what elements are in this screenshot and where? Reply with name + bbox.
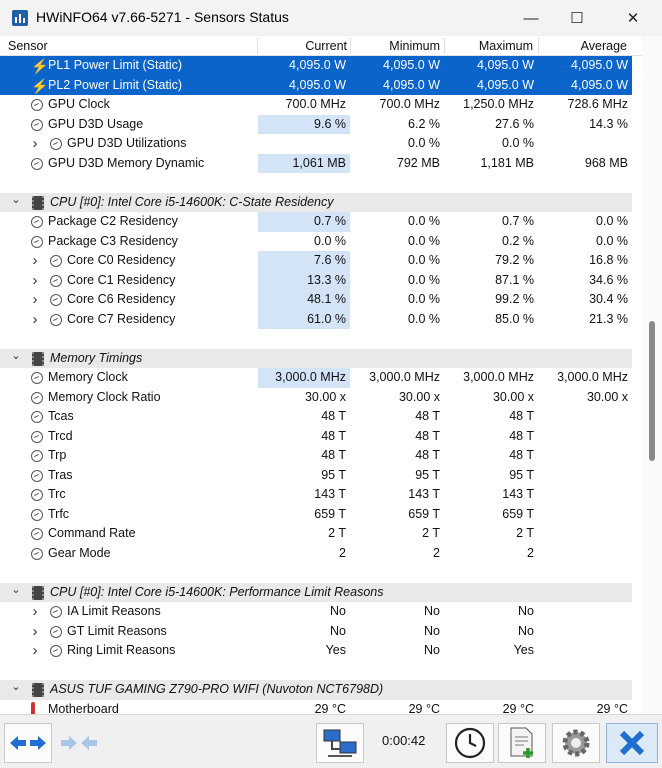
average-value <box>538 446 632 466</box>
close-x-icon <box>617 728 647 758</box>
expand-chevron-icon[interactable]: › <box>32 310 38 328</box>
sensor-row[interactable] <box>0 427 632 447</box>
minimum-value: 0.0 % <box>408 136 440 150</box>
gauge-icon <box>31 450 43 462</box>
sensor-group-row[interactable] <box>0 193 632 213</box>
minimum-value: No <box>424 623 440 638</box>
average-value: 4,095.0 W <box>571 58 628 72</box>
minimum-value: 0.0 % <box>408 311 440 326</box>
average-value: 29 °C <box>596 701 628 714</box>
sensor-row[interactable] <box>0 212 632 232</box>
table-header <box>0 36 642 56</box>
current-value: 4,095.0 W <box>289 58 346 72</box>
current-value: 2 <box>339 545 346 560</box>
current-value: 9.6 % <box>258 115 350 135</box>
current-value: No <box>330 623 346 638</box>
maximum-value: 27.6 % <box>495 116 534 131</box>
maximum-value: 30.00 x <box>492 389 534 404</box>
sensor-row[interactable] <box>0 154 632 174</box>
average-value: 0.0 % <box>596 233 628 248</box>
spacer-row <box>0 329 632 349</box>
sensor-row[interactable] <box>0 388 632 408</box>
average-value <box>538 466 632 486</box>
minimum-value: 700.0 MHz <box>379 97 440 111</box>
maximum-value: 1,181 MB <box>480 155 534 170</box>
gauge-icon <box>31 489 43 501</box>
minimum-value: 659 T <box>408 506 440 521</box>
sensor-group-label: CPU [#0]: Intel Core i5-14600K: Performance Limit Reasons <box>50 584 384 599</box>
sensor-group-row[interactable] <box>0 583 632 603</box>
sensor-label: Core C1 Residency <box>67 272 176 287</box>
minimum-value: 143 T <box>408 487 440 501</box>
sensor-group-row[interactable] <box>0 349 632 369</box>
column-header-minimum[interactable]: Minimum <box>389 39 440 53</box>
current-value: 48 T <box>321 428 346 443</box>
current-value: 0.7 % <box>258 212 350 232</box>
current-value: 29 °C <box>314 701 346 714</box>
sensor-label: Trc <box>48 487 66 501</box>
sensor-row[interactable] <box>0 95 632 115</box>
column-header-average[interactable]: Average <box>580 39 627 53</box>
sensor-label: Gear Mode <box>48 545 111 560</box>
sensor-label: GPU D3D Usage <box>48 116 144 131</box>
sensor-row[interactable] <box>0 641 632 661</box>
average-value: 728.6 MHz <box>567 97 628 111</box>
maximum-value: 4,095.0 W <box>477 58 534 72</box>
expand-chevron-icon[interactable]: › <box>32 271 38 289</box>
sensor-row[interactable] <box>0 485 632 505</box>
minimum-value: 48 T <box>415 428 440 443</box>
average-value: 968 MB <box>584 155 628 170</box>
minimum-value: 792 MB <box>396 155 440 170</box>
gauge-icon <box>31 119 43 131</box>
sensor-row[interactable] <box>0 700 632 715</box>
current-value: 659 T <box>314 506 346 521</box>
spacer-row <box>0 173 632 193</box>
maximum-value: 29 °C <box>502 701 534 714</box>
average-value <box>538 641 632 661</box>
sensor-row[interactable] <box>0 134 632 154</box>
close-sensors-button[interactable] <box>606 723 658 763</box>
current-value: 48.1 % <box>258 290 350 310</box>
sensor-label: IA Limit Reasons <box>67 604 161 618</box>
minimum-value: No <box>424 643 440 657</box>
minimum-value: 2 T <box>422 526 440 540</box>
current-value: 3,000.0 MHz <box>258 368 350 388</box>
sensor-row[interactable] <box>0 466 632 486</box>
power-bolt-icon: ⚡ <box>31 58 49 74</box>
sensor-label: Tcas <box>48 409 74 423</box>
maximum-value: 0.7 % <box>502 214 534 228</box>
gauge-icon <box>31 99 43 111</box>
expand-chevron-icon[interactable]: › <box>32 603 38 620</box>
minimum-value: 4,095.0 W <box>383 77 440 92</box>
current-value: 2 T <box>328 526 346 540</box>
sensor-label: PL1 Power Limit (Static) <box>48 58 183 72</box>
maximum-value: 79.2 % <box>495 253 534 267</box>
average-value: 14.3 % <box>589 116 628 131</box>
sensor-label: Command Rate <box>48 526 136 540</box>
sensor-row[interactable] <box>0 368 632 388</box>
current-value: 13.3 % <box>258 271 350 291</box>
sensor-label: Trp <box>48 448 67 462</box>
sensor-row[interactable] <box>0 524 632 544</box>
expand-chevron-icon[interactable]: › <box>32 291 38 308</box>
arrows-inward-icon <box>59 733 99 753</box>
minimum-value: 30.00 x <box>398 389 440 404</box>
sensor-group-row[interactable] <box>0 680 632 700</box>
sensor-row[interactable] <box>0 602 632 622</box>
clock-icon <box>453 726 487 760</box>
average-value <box>538 134 632 154</box>
sensor-row[interactable] <box>0 505 632 525</box>
current-value: 61.0 % <box>258 310 350 330</box>
maximum-value: 0.2 % <box>502 233 534 248</box>
elapsed-timer: 0:00:42 <box>382 733 426 748</box>
average-value <box>538 427 632 447</box>
average-value <box>538 485 632 505</box>
current-value: 48 T <box>321 409 346 423</box>
maximum-value: 3,000.0 MHz <box>463 370 534 384</box>
sensor-row[interactable] <box>0 251 632 271</box>
current-value: 143 T <box>314 487 346 501</box>
sensor-label: Memory Clock Ratio <box>48 389 161 404</box>
sensor-label: Trcd <box>48 428 73 443</box>
maximum-value: No <box>518 604 534 618</box>
sensor-group-label: Memory Timings <box>50 350 143 365</box>
gauge-icon <box>31 509 43 521</box>
gauge-icon <box>50 138 62 150</box>
minimum-value: 95 T <box>415 467 440 482</box>
average-value: 4,095.0 W <box>571 77 628 92</box>
sensor-label: Motherboard <box>48 701 119 714</box>
collapse-all-button[interactable] <box>55 723 103 763</box>
current-value: 700.0 MHz <box>285 97 346 111</box>
gauge-icon <box>31 392 43 404</box>
logging-button[interactable] <box>498 723 546 763</box>
sensor-table[interactable] <box>0 36 642 714</box>
reset-timer-button[interactable] <box>446 723 494 763</box>
maximize-button[interactable]: ☐ <box>570 10 584 27</box>
gauge-icon <box>50 294 62 306</box>
current-value: 4,095.0 W <box>289 77 346 92</box>
average-value: 21.3 % <box>589 311 628 326</box>
sensor-row[interactable] <box>0 446 632 466</box>
sensor-label: PL2 Power Limit (Static) <box>48 77 183 92</box>
sensor-label: Package C3 Residency <box>48 233 178 248</box>
column-header-maximum[interactable]: Maximum <box>478 39 533 53</box>
minimum-value: 0.0 % <box>408 214 440 228</box>
spacer-row <box>0 563 632 583</box>
collapse-chevron-icon[interactable]: ⌄ <box>11 583 21 596</box>
average-value <box>538 602 632 622</box>
scrollbar-thumb[interactable] <box>649 321 655 461</box>
sensor-row[interactable] <box>0 622 632 642</box>
sensor-row[interactable] <box>0 290 632 310</box>
maximum-value: 85.0 % <box>495 311 534 326</box>
current-value: Yes <box>325 643 346 657</box>
hwinfo-app-icon <box>12 10 28 26</box>
sensor-label: Core C6 Residency <box>67 292 176 306</box>
minimum-value: 0.0 % <box>408 233 440 248</box>
network-computers-icon <box>322 727 358 759</box>
chip-icon <box>32 196 44 210</box>
sensor-row[interactable] <box>0 232 632 252</box>
average-value <box>538 407 632 427</box>
sensor-group-label: ASUS TUF GAMING Z790-PRO WIFI (Nuvoton NCT6798D) <box>50 682 384 696</box>
current-value: 30.00 x <box>304 389 346 404</box>
current-value: No <box>330 604 346 618</box>
current-value: 0.0 % <box>314 233 346 248</box>
minimum-value: 0.0 % <box>408 292 440 306</box>
sensor-label: Memory Clock <box>48 370 128 384</box>
gauge-icon <box>31 236 43 248</box>
minimum-value: 48 T <box>415 409 440 423</box>
expand-all-button[interactable] <box>4 723 52 763</box>
average-value: 30.4 % <box>589 292 628 306</box>
sensor-label: Tras <box>48 467 73 482</box>
gauge-icon <box>31 548 43 560</box>
current-value: 95 T <box>321 467 346 482</box>
spacer-row <box>0 661 632 681</box>
chip-icon <box>32 683 44 697</box>
collapse-chevron-icon[interactable]: ⌄ <box>11 193 21 206</box>
sensor-row[interactable] <box>0 76 632 96</box>
close-button[interactable]: ✕ <box>626 10 640 27</box>
thermometer-icon <box>31 702 35 715</box>
sensor-label: Core C7 Residency <box>67 311 176 326</box>
gauge-icon <box>50 645 62 657</box>
arrows-outward-icon <box>8 733 48 753</box>
gauge-icon <box>31 411 43 423</box>
maximum-value: 48 T <box>509 409 534 423</box>
bottom-toolbar <box>0 714 662 768</box>
maximum-value: 659 T <box>502 506 534 521</box>
maximum-value: 95 T <box>509 467 534 482</box>
maximum-value: 4,095.0 W <box>477 77 534 92</box>
gauge-icon <box>31 216 43 228</box>
sensor-row[interactable] <box>0 544 632 564</box>
gauge-icon <box>31 528 43 540</box>
gauge-icon <box>50 255 62 267</box>
maximum-value: 1,250.0 MHz <box>463 97 534 111</box>
current-value: 7.6 % <box>258 251 350 271</box>
settings-button[interactable] <box>552 723 600 763</box>
sensor-group-label: CPU [#0]: Intel Core i5-14600K: C-State Residency <box>50 194 334 209</box>
power-bolt-icon: ⚡ <box>31 77 49 94</box>
maximum-value: 48 T <box>509 448 534 462</box>
collapse-chevron-icon[interactable]: ⌄ <box>11 681 21 693</box>
minimum-value: 0.0 % <box>408 253 440 267</box>
maximum-value: 143 T <box>502 487 534 501</box>
average-value: 16.8 % <box>589 253 628 267</box>
network-button[interactable] <box>316 723 364 763</box>
expand-chevron-icon[interactable]: › <box>32 252 38 269</box>
expand-chevron-icon[interactable]: › <box>32 642 38 659</box>
maximum-value: 2 T <box>516 526 534 540</box>
minimum-value: 4,095.0 W <box>383 58 440 72</box>
sensor-row[interactable] <box>0 56 632 76</box>
sensor-label: GT Limit Reasons <box>67 623 167 638</box>
maximum-value: Yes <box>513 643 534 657</box>
average-value: 3,000.0 MHz <box>557 370 628 384</box>
sensor-row[interactable] <box>0 407 632 427</box>
sensor-label: Trfc <box>48 506 70 521</box>
average-value: 0.0 % <box>596 214 628 228</box>
gauge-icon <box>50 275 62 287</box>
average-value <box>538 622 632 642</box>
maximum-value: 87.1 % <box>495 272 534 287</box>
gauge-icon <box>31 372 43 384</box>
chip-icon <box>32 586 44 600</box>
sensor-label: GPU Clock <box>48 97 110 111</box>
collapse-chevron-icon[interactable]: ⌄ <box>11 349 21 362</box>
sensor-label: Core C0 Residency <box>67 253 176 267</box>
current-value: 48 T <box>321 448 346 462</box>
gauge-icon <box>50 314 62 326</box>
gauge-icon <box>31 470 43 482</box>
column-header-sensor[interactable]: Sensor <box>8 39 48 53</box>
gauge-icon <box>50 626 62 638</box>
maximum-value: 99.2 % <box>495 292 534 306</box>
minimum-value: 3,000.0 MHz <box>369 370 440 384</box>
sensor-row[interactable] <box>0 271 632 291</box>
expand-chevron-icon[interactable]: › <box>32 622 38 640</box>
column-header-current[interactable]: Current <box>305 39 347 53</box>
chip-icon <box>32 352 44 366</box>
minimum-value: 29 °C <box>408 701 440 714</box>
maximum-value: 48 T <box>509 428 534 443</box>
average-value <box>538 505 632 525</box>
window-title: HWiNFO64 v7.66-5271 - Sensors Status <box>36 9 289 25</box>
sensor-row[interactable] <box>0 115 632 135</box>
maximum-value: 2 <box>527 545 534 560</box>
maximum-value: No <box>518 623 534 638</box>
minimum-value: 6.2 % <box>408 116 440 131</box>
minimum-value: 0.0 % <box>408 272 440 287</box>
current-value: 1,061 MB <box>258 154 350 174</box>
sensor-label: Ring Limit Reasons <box>67 643 176 657</box>
vertical-scrollbar[interactable] <box>642 36 662 714</box>
average-value <box>538 544 632 564</box>
minimum-value: 48 T <box>415 448 440 462</box>
average-value: 30.00 x <box>586 389 628 404</box>
average-value: 34.6 % <box>589 272 628 287</box>
gear-icon <box>559 726 593 760</box>
current-value <box>258 134 350 154</box>
sensor-label: GPU D3D Utilizations <box>67 136 187 150</box>
sensor-label: Package C2 Residency <box>48 214 178 228</box>
minimum-value: 2 <box>433 545 440 560</box>
minimum-value: No <box>424 604 440 618</box>
document-add-icon <box>506 726 538 760</box>
title-bar <box>0 0 662 36</box>
gauge-icon <box>50 606 62 618</box>
gauge-icon <box>31 158 43 170</box>
average-value <box>538 524 632 544</box>
minimize-button[interactable]: — <box>523 9 539 27</box>
maximum-value: 0.0 % <box>502 136 534 150</box>
sensor-row[interactable] <box>0 310 632 330</box>
gauge-icon <box>31 431 43 443</box>
expand-chevron-icon[interactable]: › <box>32 135 38 152</box>
sensor-label: GPU D3D Memory Dynamic <box>48 155 205 170</box>
